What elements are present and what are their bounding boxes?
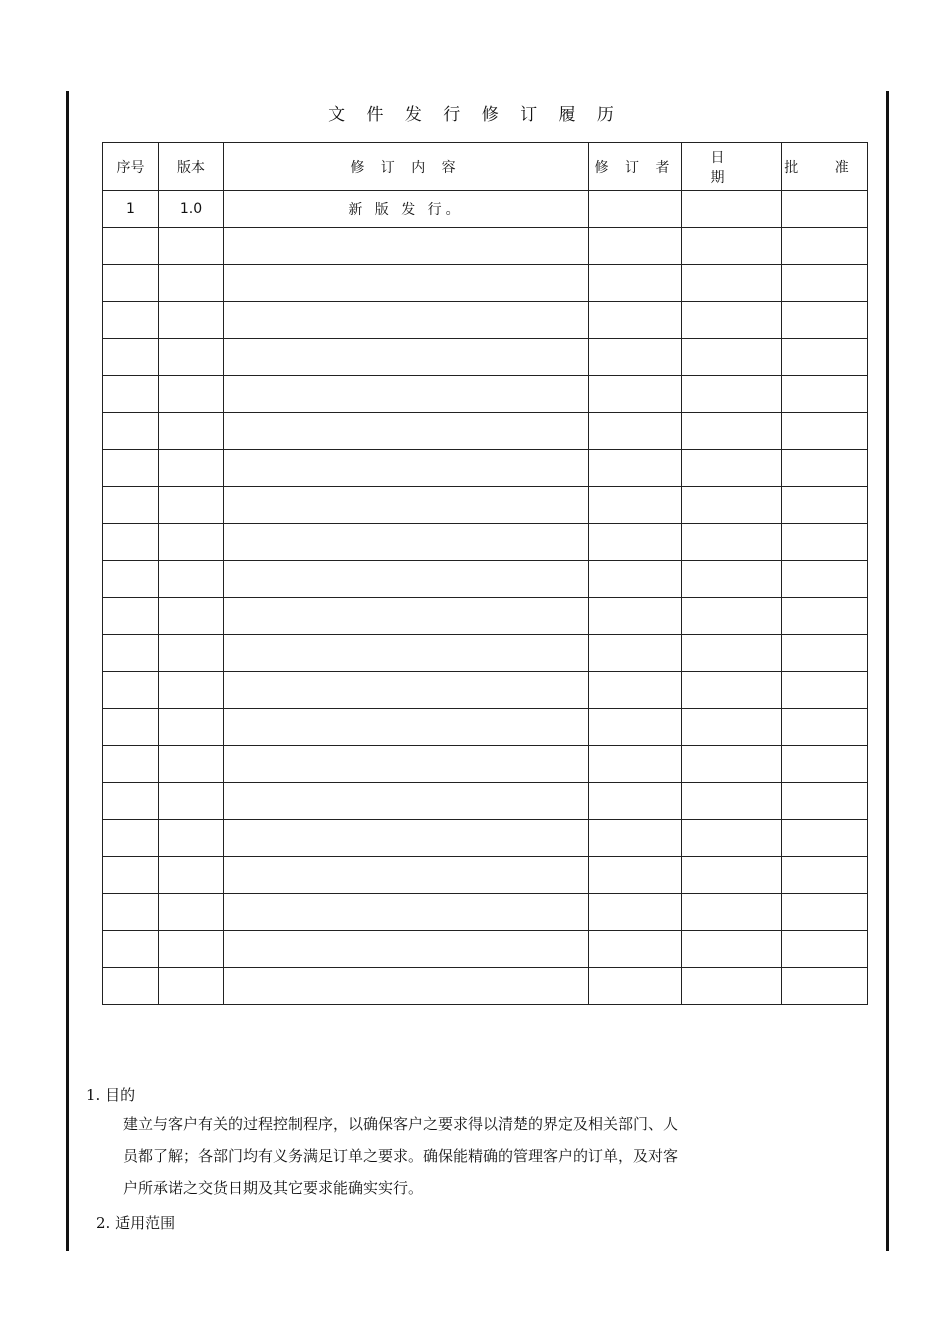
- cell-content: [224, 635, 589, 672]
- cell-date: [682, 968, 782, 1005]
- table-row: [103, 450, 868, 487]
- document-title: 文 件 发 行 修 订 履 历: [328, 105, 622, 125]
- cell-serial: [103, 265, 159, 302]
- section-scope-heading: 2. 适用范围: [96, 1214, 176, 1232]
- cell-content: [224, 820, 589, 857]
- table-row: [103, 598, 868, 635]
- cell-content: [224, 894, 589, 931]
- header-version: 版本: [159, 143, 224, 191]
- table-row: [103, 820, 868, 857]
- cell-approval: [782, 265, 868, 302]
- cell-content: [224, 857, 589, 894]
- cell-date: [682, 783, 782, 820]
- cell-content: [224, 265, 589, 302]
- cell-approval: [782, 561, 868, 598]
- cell-date: [682, 894, 782, 931]
- header-revision-content: 修 订 内 容: [224, 143, 589, 191]
- header-approval: 批 准: [782, 143, 868, 191]
- cell-version: 1.0: [159, 191, 224, 228]
- cell-serial: [103, 228, 159, 265]
- cell-version: [159, 783, 224, 820]
- cell-reviser: [589, 598, 682, 635]
- cell-serial: 1: [103, 191, 159, 228]
- cell-reviser: [589, 746, 682, 783]
- cell-date: [682, 820, 782, 857]
- cell-serial: [103, 450, 159, 487]
- cell-serial: [103, 524, 159, 561]
- purpose-line: 员都了解；各部门均有义务满足订单之要求。确保能精确的管理客户的订单，及对客: [123, 1147, 679, 1165]
- table-header-row: [103, 143, 868, 191]
- cell-reviser: [589, 783, 682, 820]
- cell-content: [224, 968, 589, 1005]
- cell-version: [159, 857, 224, 894]
- purpose-line: 户所承诺之交货日期及其它要求能确实实行。: [123, 1179, 424, 1197]
- cell-date: [682, 339, 782, 376]
- cell-reviser: [589, 487, 682, 524]
- cell-version: [159, 413, 224, 450]
- table-row: [103, 191, 868, 228]
- cell-reviser: [589, 191, 682, 228]
- cell-reviser: [589, 820, 682, 857]
- header-reviser: 修 订 者: [589, 143, 682, 191]
- cell-approval: [782, 709, 868, 746]
- cell-content: [224, 783, 589, 820]
- cell-date: [682, 413, 782, 450]
- cell-version: [159, 450, 224, 487]
- cell-version: [159, 524, 224, 561]
- cell-content: [224, 413, 589, 450]
- cell-reviser: [589, 894, 682, 931]
- cell-reviser: [589, 450, 682, 487]
- table-row: [103, 561, 868, 598]
- table-row: [103, 857, 868, 894]
- header-serial: 序号: [103, 143, 159, 191]
- cell-version: [159, 302, 224, 339]
- cell-approval: [782, 376, 868, 413]
- revision-history-table: [102, 142, 868, 1005]
- cell-date: [682, 857, 782, 894]
- cell-approval: [782, 931, 868, 968]
- cell-version: [159, 228, 224, 265]
- cell-content: [224, 746, 589, 783]
- cell-date: [682, 265, 782, 302]
- cell-approval: [782, 598, 868, 635]
- cell-version: [159, 635, 224, 672]
- cell-reviser: [589, 524, 682, 561]
- table-row: [103, 931, 868, 968]
- revision-table-body: [103, 191, 868, 1005]
- cell-reviser: [589, 561, 682, 598]
- section-purpose-heading: 1. 目的: [86, 1086, 136, 1104]
- cell-content: [224, 339, 589, 376]
- cell-date: [682, 487, 782, 524]
- table-row: [103, 524, 868, 561]
- cell-approval: [782, 635, 868, 672]
- cell-serial: [103, 783, 159, 820]
- cell-content: [224, 672, 589, 709]
- cell-version: [159, 820, 224, 857]
- cell-content: [224, 228, 589, 265]
- cell-reviser: [589, 376, 682, 413]
- cell-serial: [103, 376, 159, 413]
- page-border-left: [66, 91, 69, 1251]
- cell-approval: [782, 191, 868, 228]
- cell-reviser: [589, 635, 682, 672]
- table-row: [103, 487, 868, 524]
- cell-content: [224, 487, 589, 524]
- cell-approval: [782, 339, 868, 376]
- cell-date: [682, 635, 782, 672]
- cell-date: [682, 191, 782, 228]
- cell-serial: [103, 302, 159, 339]
- cell-date: [682, 746, 782, 783]
- cell-content: [224, 376, 589, 413]
- table-row: [103, 968, 868, 1005]
- cell-serial: [103, 413, 159, 450]
- purpose-line: 建立与客户有关的过程控制程序，以确保客户之要求得以清楚的界定及相关部门、人: [123, 1115, 679, 1133]
- table-row: [103, 265, 868, 302]
- table-row: [103, 783, 868, 820]
- cell-approval: [782, 857, 868, 894]
- cell-version: [159, 746, 224, 783]
- cell-content: 新 版 发 行。: [224, 191, 589, 228]
- cell-approval: [782, 820, 868, 857]
- cell-approval: [782, 302, 868, 339]
- cell-content: [224, 561, 589, 598]
- cell-reviser: [589, 265, 682, 302]
- cell-reviser: [589, 228, 682, 265]
- cell-version: [159, 672, 224, 709]
- cell-reviser: [589, 968, 682, 1005]
- cell-content: [224, 931, 589, 968]
- cell-serial: [103, 746, 159, 783]
- cell-content: [224, 709, 589, 746]
- cell-serial: [103, 709, 159, 746]
- cell-version: [159, 598, 224, 635]
- cell-date: [682, 302, 782, 339]
- table-row: [103, 413, 868, 450]
- cell-approval: [782, 672, 868, 709]
- table-row: [103, 894, 868, 931]
- cell-date: [682, 228, 782, 265]
- cell-version: [159, 487, 224, 524]
- table-row: [103, 376, 868, 413]
- page-border-right: [886, 91, 889, 1251]
- cell-date: [682, 709, 782, 746]
- cell-version: [159, 931, 224, 968]
- table-row: [103, 302, 868, 339]
- cell-serial: [103, 968, 159, 1005]
- cell-content: [224, 450, 589, 487]
- cell-version: [159, 265, 224, 302]
- cell-approval: [782, 450, 868, 487]
- table-row: [103, 746, 868, 783]
- table-row: [103, 635, 868, 672]
- cell-serial: [103, 561, 159, 598]
- cell-reviser: [589, 931, 682, 968]
- cell-version: [159, 376, 224, 413]
- cell-serial: [103, 931, 159, 968]
- cell-serial: [103, 635, 159, 672]
- cell-version: [159, 339, 224, 376]
- cell-approval: [782, 968, 868, 1005]
- cell-version: [159, 894, 224, 931]
- cell-date: [682, 598, 782, 635]
- cell-version: [159, 968, 224, 1005]
- cell-serial: [103, 820, 159, 857]
- cell-reviser: [589, 413, 682, 450]
- cell-reviser: [589, 857, 682, 894]
- cell-serial: [103, 894, 159, 931]
- cell-reviser: [589, 672, 682, 709]
- section-purpose-body: [123, 1108, 773, 1204]
- table-row: [103, 339, 868, 376]
- cell-approval: [782, 783, 868, 820]
- cell-approval: [782, 228, 868, 265]
- cell-date: [682, 376, 782, 413]
- cell-approval: [782, 524, 868, 561]
- cell-serial: [103, 598, 159, 635]
- cell-version: [159, 561, 224, 598]
- cell-reviser: [589, 709, 682, 746]
- cell-approval: [782, 746, 868, 783]
- cell-date: [682, 524, 782, 561]
- cell-serial: [103, 339, 159, 376]
- table-row: [103, 672, 868, 709]
- header-date: 日 期: [682, 143, 782, 191]
- cell-approval: [782, 487, 868, 524]
- cell-serial: [103, 857, 159, 894]
- cell-content: [224, 598, 589, 635]
- cell-content: [224, 524, 589, 561]
- cell-serial: [103, 487, 159, 524]
- cell-content: [224, 302, 589, 339]
- cell-version: [159, 709, 224, 746]
- table-row: [103, 709, 868, 746]
- cell-reviser: [589, 339, 682, 376]
- cell-date: [682, 561, 782, 598]
- cell-approval: [782, 894, 868, 931]
- cell-date: [682, 450, 782, 487]
- cell-reviser: [589, 302, 682, 339]
- table-row: [103, 228, 868, 265]
- cell-date: [682, 931, 782, 968]
- cell-approval: [782, 413, 868, 450]
- cell-serial: [103, 672, 159, 709]
- cell-date: [682, 672, 782, 709]
